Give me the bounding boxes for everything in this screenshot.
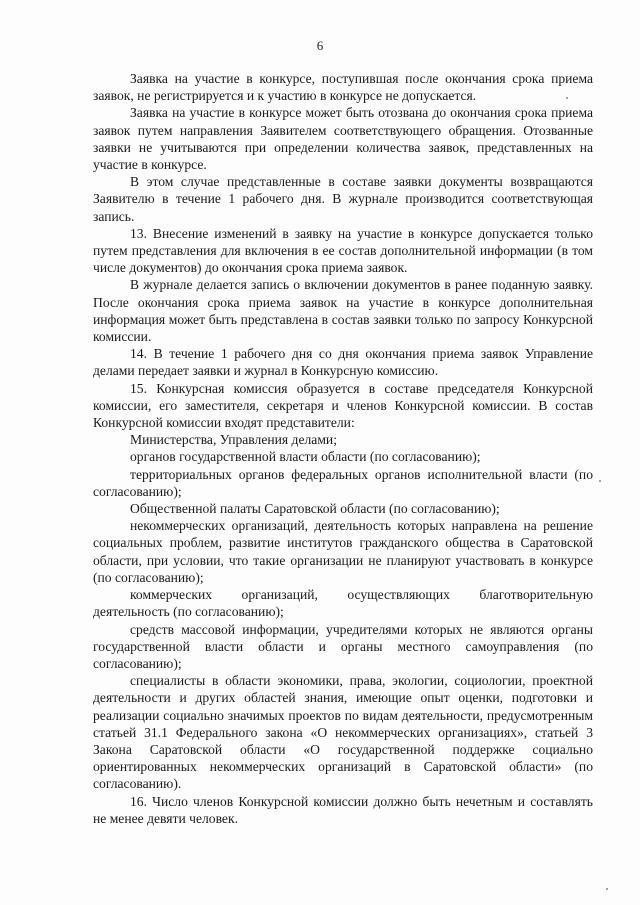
document-body [93, 70, 593, 827]
scan-speck [599, 480, 601, 482]
paragraph-item-16: 16. Число членов Конкурсной комиссии должно быть нечетным и составлять не менее девяти человек. [93, 793, 593, 826]
paragraph-item-15: 15. Конкурсная комиссия образуется в составе председателя Конкурсной комиссии, его заместителя, секретаря и членов Конкурсной комиссии. В состав Конкурсной комиссии входят представители: [93, 380, 593, 431]
list-item: коммерческих организаций, осуществляющих благотворительную деятельность (по согласованию); [93, 587, 593, 620]
paragraph: Заявка на участие в конкурсе, поступившая после окончания срока приема заявок, не регистрируется и к участию в конкурсе не допускается. [93, 71, 593, 104]
list-item: специалисты в области экономики, права, экологии, социологии, проектной деятельности и других областей знания, имеющие опыт оценки, подготовки и реализации социально значимых проектов по видам деятельности, предусмотренным статьей 31.1 Федерального закона «О некоммерческих организациях», статьей 3 Закона Саратовской области «О государственной поддержке социально ориентированных некоммерческих организаций в Саратовской области» (по согласованию). [93, 673, 593, 792]
list-item: некоммерческих организаций, деятельность которых направлена на решение социальных проблем, развитие институтов гражданского общества в Саратовской области, при условии, что такие организации не планируют участвовать в конкурсе (по согласованию); [93, 518, 593, 585]
paragraph: Заявка на участие в конкурсе может быть отозвана до окончания срока приема заявок путем направления Заявителем соответствующего обращения. Отозванные заявки не учитываются при определении количества заявок, представленных на участие в конкурсе. [93, 105, 593, 173]
list-item: территориальных органов федеральных органов исполнительной власти (по согласованию); [93, 466, 593, 499]
paragraph-item-14: 14. В течение 1 рабочего дня со дня окончания приема заявок Управление делами передает заявки и журнал в Конкурсную комиссию. [93, 346, 593, 379]
list-item: Общественной палаты Саратовской области (по согласованию); [130, 501, 500, 517]
scan-speck [606, 888, 608, 890]
paragraph: В журнале делается запись о включении документов в ранее поданную заявку. После окончания срока приема заявок на участие в конкурсе дополнительная информация может быть представлена в состав заявки только по запросу Конкурсной комиссии. [93, 277, 593, 345]
list-item: Министерства, Управления делами; [130, 432, 337, 448]
list-item: органов государственной власти области (по согласованию); [130, 449, 481, 465]
list-item: средств массовой информации, учредителями которых не являются органы государственной власти области и органы местного самоуправления (по согласованию); [93, 621, 593, 671]
paragraph-item-13: 13. Внесение изменений в заявку на участие в конкурсе допускается только путем представления для включения в ее состав дополнительной информации (в том числе документов) до окончания срока приема заявок. [93, 225, 593, 276]
scan-speck [566, 97, 568, 99]
page-number: 6 [316, 38, 324, 53]
paragraph: В этом случае представленные в составе заявки документы возвращаются Заявителю в течение 1 рабочего дня. В журнале производится соответствующая запись. [93, 174, 593, 224]
